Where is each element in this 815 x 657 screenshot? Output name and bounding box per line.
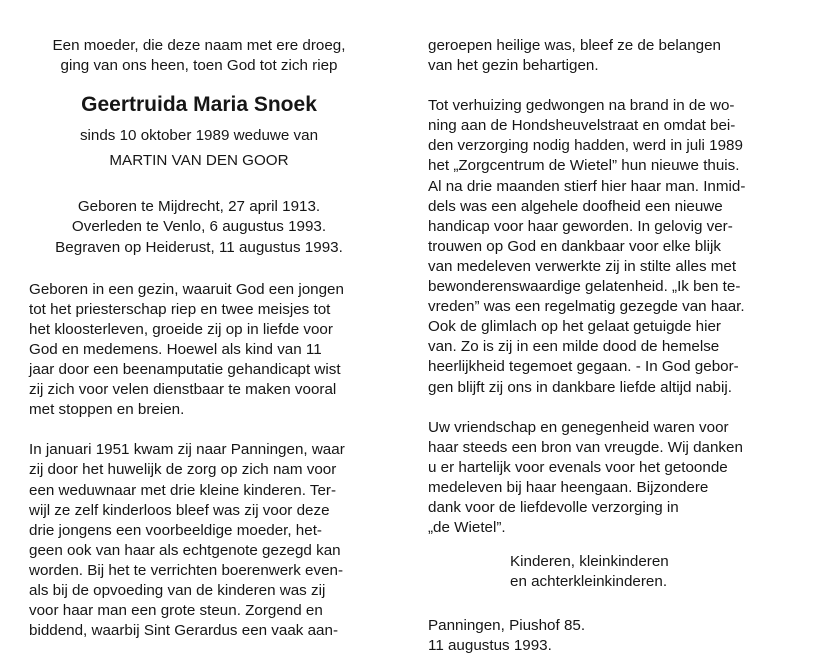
text-line: van. Zo is zij in een milde dood de hemelse [428,338,720,356]
text-line: drie jongens een voorbeeldige moeder, het- [29,521,322,539]
text-line: het kloosterleven, groeide zij op in liefde voor [29,320,333,338]
text-line: heerlijkheid tegemoet gegaan. - In God gebor- [428,358,739,376]
biography-paragraph-2 [29,440,369,641]
biography-paragraph-3 [428,36,768,76]
text-line: geroepen heilige was, bleef ze de belangen [428,37,722,54]
address-line: Panningen, Piushof 85. [428,617,586,635]
text-line: tot het priesterschap riep en twee meisjes tot [29,300,331,318]
text-line: het „Zorgcentrum de Wietel” hun nieuwe thuis. [428,157,740,175]
text-line: zij door het huwelijk de zorg op zich nam voor [29,461,337,479]
text-line: jaar door een beenamputatie gehandicapt wist [29,361,341,379]
opening-verse [29,36,369,76]
text-line: bewonderenswaardige gelatenheid. „Ik ben te- [428,278,741,296]
text-line: den verzorging nodig hadden, werd in juli 1989 [428,137,743,155]
thanks-paragraph [428,418,768,539]
text-line: Ook de glimlach op het gelaat getuigde hier [428,318,721,336]
address-footer [428,616,768,656]
date-line: 11 augustus 1993. [428,637,552,655]
signature-line: Kinderen, kleinkinderen [510,553,669,571]
signature-line: en achterkleinkinderen. [510,573,668,591]
widow-info [29,126,369,171]
text-line: Tot verhuizing gedwongen na brand in de wo- [428,97,735,115]
right-page [428,36,768,657]
text-line: „de Wietel”. [428,519,506,537]
text-line: dank voor de liefdevolle verzorging in [428,498,679,516]
burial-line: Begraven op Heiderust, 11 augustus 1993. [55,238,343,256]
left-page [29,36,369,641]
text-line: van het gezin behartigen. [428,57,599,75]
biography-paragraph-1 [29,280,369,421]
text-line: God en medemens. Hoewel als kind van 11 [29,340,322,358]
text-line: u er hartelijk voor evenals voor het getoonde [428,458,728,476]
text-line: dels was een algehele doofheid een nieuwe [428,197,723,215]
text-line: wijl ze zelf kinderloos bleef was zij voor deze [29,501,330,519]
page-fold [407,0,408,650]
life-dates [29,197,369,257]
text-line: een weduwnaar met drie kleine kinderen. Ter- [29,481,337,499]
biography-paragraph-4 [428,96,768,397]
text-line: haar steeds een bron van vreugde. Wij danken [428,438,743,456]
text-line: als bij de opvoeding van de kinderen was zij [29,581,326,599]
widow-line: sinds 10 oktober 1989 weduwe van [79,127,319,145]
verse-line: Een moeder, die deze naam met ere droeg, [52,37,346,54]
text-line: voor haar man een grote steun. Zorgend en [29,602,323,620]
text-line: handicap voor haar geworden. In gelovig ver- [428,217,733,235]
text-line: Al na drie maanden stierf hier haar man. Inmid- [428,177,746,195]
text-line: geen ook van haar als echtgenote gezegd kan [29,541,341,559]
text-line: medeleven bij haar heengaan. Bijzondere [428,478,709,496]
text-line: trouwen op God en dankbaar voor elke blijk [428,237,721,255]
text-line: vreden” was een regelmatig gezegde van haar. [428,298,745,316]
text-line: gen blijft zij ons in dankbare liefde altijd nabij. [428,378,732,396]
text-line: ning aan de Hondsheuvelstraat en omdat bei- [428,117,736,135]
text-line: worden. Bij het te verrichten boerenwerk even- [29,561,344,579]
text-line: Geboren in een gezin, waaruit God een jongen [29,280,344,298]
text-line: In januari 1951 kwam zij naar Panningen, waar [29,441,345,459]
birth-line: Geboren te Mijdrecht, 27 april 1913. [77,198,321,216]
text-line: zij zich voor velen dienstbaar te maken vooral [29,381,337,399]
text-line: Uw vriendschap en genegenheid waren voor [428,418,729,436]
husband-name: MARTIN VAN DEN GOOR [109,152,289,170]
verse-line: ging van ons heen, toen God tot zich riep [60,57,338,75]
text-line: met stoppen en breien. [29,401,185,419]
deceased-name: Geertruida Maria Snoek [81,93,317,117]
text-line: van medeleven verwerkte zij in stilte alles met [428,257,737,275]
family-signature [510,552,768,592]
death-line: Overleden te Venlo, 6 augustus 1993. [71,218,327,236]
text-line: biddend, waarbij Sint Gerardus een vaak aan- [29,622,339,640]
